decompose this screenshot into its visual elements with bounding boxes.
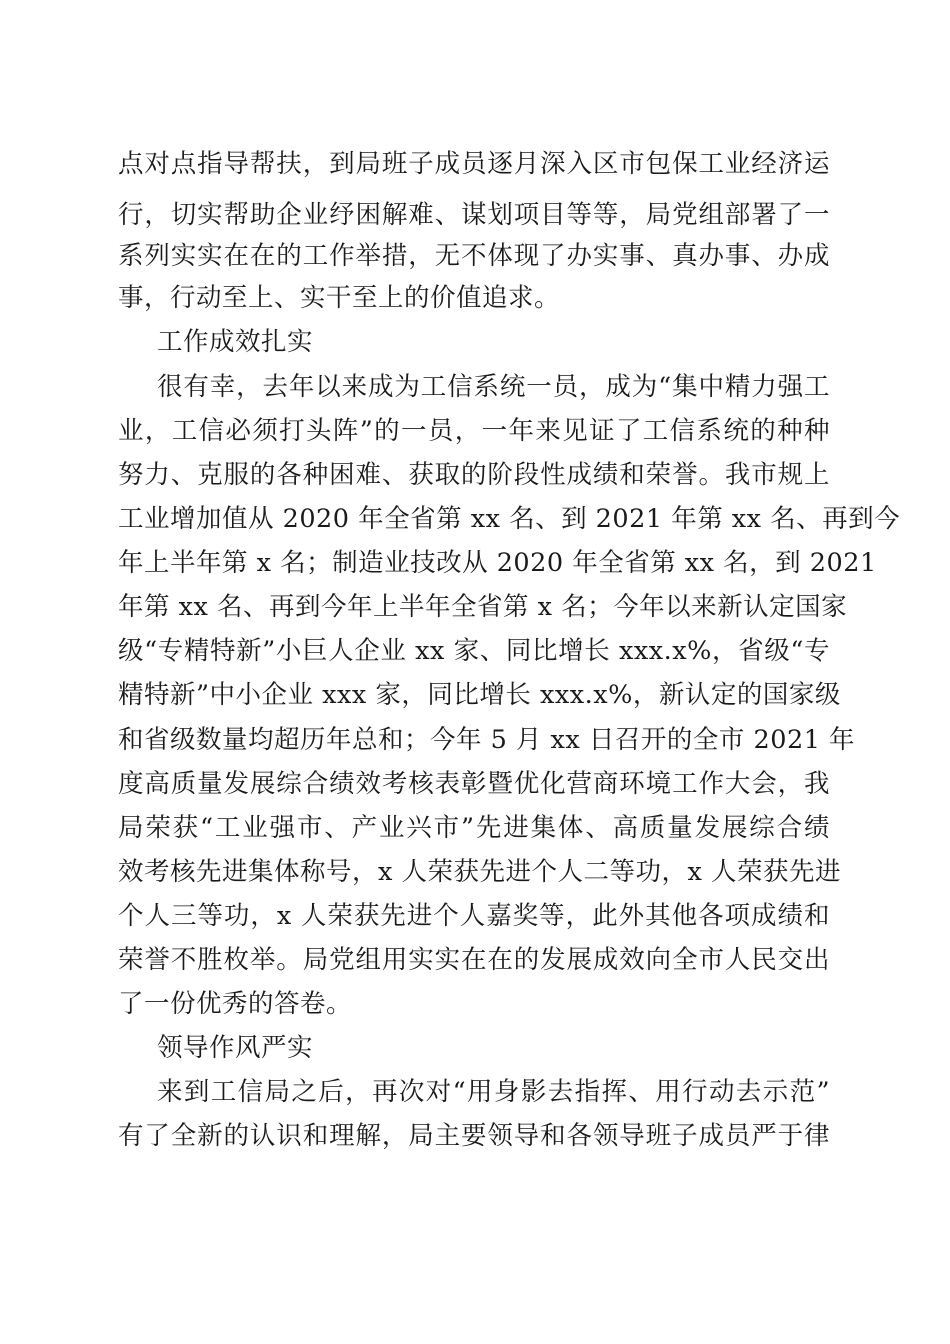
paragraph-line: 效考核先进集体称号，x 人荣获先进个人二等功，x 人荣获先进 [118, 857, 841, 887]
paragraph-line: 度高质量发展综合绩效考核表彰暨优化营商环境工作大会，我 [118, 769, 830, 799]
paragraph-line: 局荣获“工业强市、产业兴市”先进集体、高质量发展综合绩 [118, 813, 830, 843]
paragraph-line: 业，工信必须打头阵”的一员，一年来见证了工信系统的种种 [118, 416, 830, 446]
section-heading: 工作成效扎实 [157, 327, 314, 357]
paragraph-line: 事，行动至上、实干至上的价值追求。 [118, 283, 561, 313]
section-heading: 领导作风严实 [157, 1033, 314, 1063]
paragraph-line: 行，切实帮助企业纾困解难、谋划项目等等，局党组部署了一 [118, 200, 830, 230]
paragraph-line: 来到工信局之后，再次对“用身影去指挥、用行动去示范” [157, 1077, 830, 1107]
paragraph-line: 很有幸，去年以来成为工信系统一员，成为“集中精力强工 [157, 372, 830, 402]
paragraph-line: 有了全新的认识和理解，局主要领导和各领导班子成员严于律 [118, 1121, 830, 1151]
paragraph-line: 年第 xx 名、再到今年上半年全省第 x 名；今年以来新认定国家 [118, 592, 848, 622]
paragraph-line: 年上半年第 x 名；制造业技改从 2020 年全省第 xx 名，到 2021 [118, 548, 877, 578]
paragraph-line: 了一份优秀的答卷。 [118, 989, 353, 1019]
paragraph-line: 努力、克服的各种困难、获取的阶段性成绩和荣誉。我市规上 [118, 460, 830, 490]
paragraph-line: 和省级数量均超历年总和；今年 5 月 xx 日召开的全市 2021 年 [118, 725, 856, 755]
paragraph-line: 精特新”中小企业 xxx 家，同比增长 xxx.x%，新认定的国家级 [118, 680, 841, 710]
paragraph-line: 工业增加值从 2020 年全省第 xx 名、到 2021 年第 xx 名、再到今 [118, 504, 901, 534]
paragraph-line: 系列实实在在的工作举措，无不体现了办实事、真办事、办成 [118, 241, 830, 271]
paragraph-line: 点对点指导帮扶，到局班子成员逐月深入区市包保工业经济运 [118, 149, 830, 179]
paragraph-line: 荣誉不胜枚举。局党组用实实在在的发展成效向全市人民交出 [118, 945, 830, 975]
paragraph-line: 级“专精特新”小巨人企业 xx 家、同比增长 xxx.x%，省级“专 [118, 636, 830, 666]
paragraph-line: 个人三等功，x 人荣获先进个人嘉奖等，此外其他各项成绩和 [118, 901, 830, 931]
